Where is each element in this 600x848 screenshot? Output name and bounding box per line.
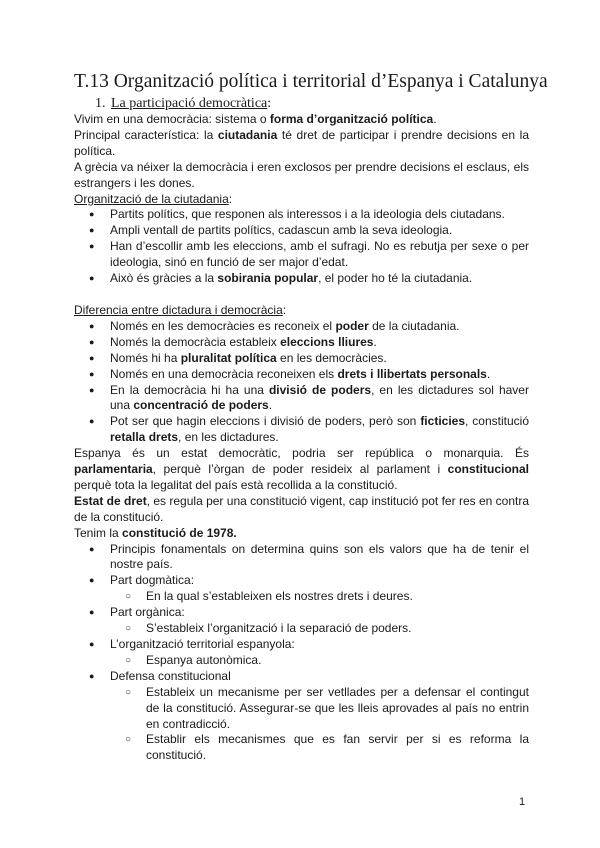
text: : (228, 191, 233, 206)
list-item: ● Partits polítics, que responen als interessos i a la ideologia dels ciutadans. (74, 207, 529, 223)
text: Tenim la (74, 525, 123, 540)
list-item (74, 271, 529, 287)
paragraph (74, 112, 529, 128)
text: , el poder ho té la ciutadania. (318, 271, 473, 286)
bullet-list (74, 207, 529, 287)
text: . (486, 366, 491, 381)
text: Només hi ha (110, 350, 181, 365)
section-title: La participació democràtica (111, 96, 268, 111)
text: . (373, 334, 377, 349)
text: Principal característica: la (74, 127, 218, 142)
bold-text: forma d’organització política (269, 112, 434, 126)
sub-list-item: ○ Establir els mecanismes que es fan servir per si es reforma la constitució. (74, 732, 529, 764)
text: . (433, 112, 437, 126)
paragraph (74, 494, 529, 526)
text: L’organització territorial espanyola: (110, 637, 295, 651)
list-item (74, 573, 529, 605)
list-item: ● Han d’escollir amb les eleccions, amb el sufragi. No es rebutja per sexe o per ideologia, sinó en funció de ser major d’edat. (74, 239, 529, 271)
page-title: T.13 Organització política i territorial d’Espanya i Catalunya (74, 71, 548, 92)
text: , constitució (465, 414, 529, 429)
list-item (74, 351, 529, 367)
bold-text: pluralitat política (180, 350, 277, 365)
text: Això és gràcies a la (110, 271, 218, 286)
sub-list (110, 589, 529, 605)
section-heading (95, 95, 271, 113)
paragraph (74, 446, 529, 494)
bold-text: ciutadania (217, 127, 278, 142)
text: Vivim en una democràcia: sistema o (74, 112, 270, 126)
text: , en les dictadures sol haver una (110, 382, 529, 413)
bold-text: constitució de 1978. (122, 525, 237, 540)
section-number: 1. (95, 96, 106, 111)
text: Part orgànica: (110, 605, 185, 620)
subheading-text: Diferencia entre dictadura i democràcia (74, 302, 283, 317)
bold-text: retalla drets (110, 430, 179, 445)
text: en les democràcies. (276, 350, 387, 365)
text: perquè tota la legalitat del país està recollida a la constitució. (74, 477, 398, 492)
bullet-list (74, 319, 529, 446)
subheading (74, 303, 529, 319)
bold-text: divisió de poders (268, 382, 372, 397)
section-colon: : (267, 96, 272, 111)
text: té dret de participar i prendre decisions en la política. (74, 127, 529, 158)
text: , perquè l’òrgan de poder resideix al parlament i (152, 462, 448, 477)
bold-text: constitucional (447, 462, 529, 477)
list-item (74, 669, 529, 764)
text: Espanya és un estat democràtic, podria ser república o monarquia. És (74, 446, 529, 461)
sub-list-item: ○ Espanya autonòmica. (74, 653, 529, 669)
sub-list-item: ○ En la qual s’estableixen els nostres drets i deures. (74, 589, 529, 605)
text: Només en una democràcia reconeixen els (110, 366, 338, 381)
bold-text: concentració de poders (133, 398, 269, 413)
bold-text: sobirania popular (217, 271, 319, 286)
list-item (74, 367, 529, 383)
subheading-text: Organització de la ciutadania (74, 191, 229, 206)
list-item (74, 335, 529, 351)
text: Pot ser que hagin eleccions i divisió de poders, però son (110, 414, 421, 429)
sub-list (110, 621, 529, 637)
text: de la ciutadania. (368, 318, 460, 333)
spacer (74, 287, 529, 303)
page-number: 1 (519, 796, 526, 808)
sub-list-item: ○ Estableix un mecanisme per ser vetllades per a defensar el contingut de la constitució. Assegurar-se que les lleis aprovades al país no entrin en contradicció. (74, 685, 529, 733)
bold-text: parlamentaria (74, 462, 153, 477)
paragraph (74, 526, 529, 542)
subheading (74, 192, 529, 208)
paragraph: A grècia va néixer la democràcia i eren exclosos per prendre decisions el esclaus, els estrangers i les dones. (74, 159, 529, 190)
list-item (74, 414, 529, 446)
text: Defensa constitucional (110, 668, 231, 683)
sub-list-item: ○ S’estableix l’organització i la separació de poders. (74, 621, 529, 637)
text: Només la democràcia estableix (110, 334, 281, 349)
list-item (74, 319, 529, 335)
bullet-list (74, 542, 529, 765)
text: , es regula per una constitució vigent, cap institució pot fer res en contra de la constitució. (74, 493, 529, 524)
list-item: ● Ampli ventall de partits polítics, cadascun amb la seva ideologia. (74, 223, 529, 239)
list-item: ● Principis fonamentals on determina quins son els valors que ha de tenir el nostre país. (74, 542, 529, 574)
document-body (74, 112, 529, 764)
sub-list (110, 685, 529, 765)
text: , en les dictadures. (178, 430, 279, 445)
paragraph (74, 128, 529, 160)
text: En la democràcia hi ha una (110, 382, 269, 397)
sub-list (110, 653, 529, 669)
list-item (74, 383, 529, 415)
bold-text: Estat de dret (74, 493, 147, 508)
bold-text: eleccions lliures (280, 334, 374, 349)
text: Només en les democràcies es reconeix el (110, 318, 336, 333)
text: . (268, 398, 273, 413)
text: : (282, 302, 287, 317)
list-item (74, 605, 529, 637)
bold-text: drets i llibertats personals (337, 366, 487, 381)
text: Part dogmàtica: (110, 573, 195, 588)
list-item (74, 637, 529, 669)
bold-text: poder (335, 318, 369, 333)
bold-text: ficticies (420, 414, 466, 429)
